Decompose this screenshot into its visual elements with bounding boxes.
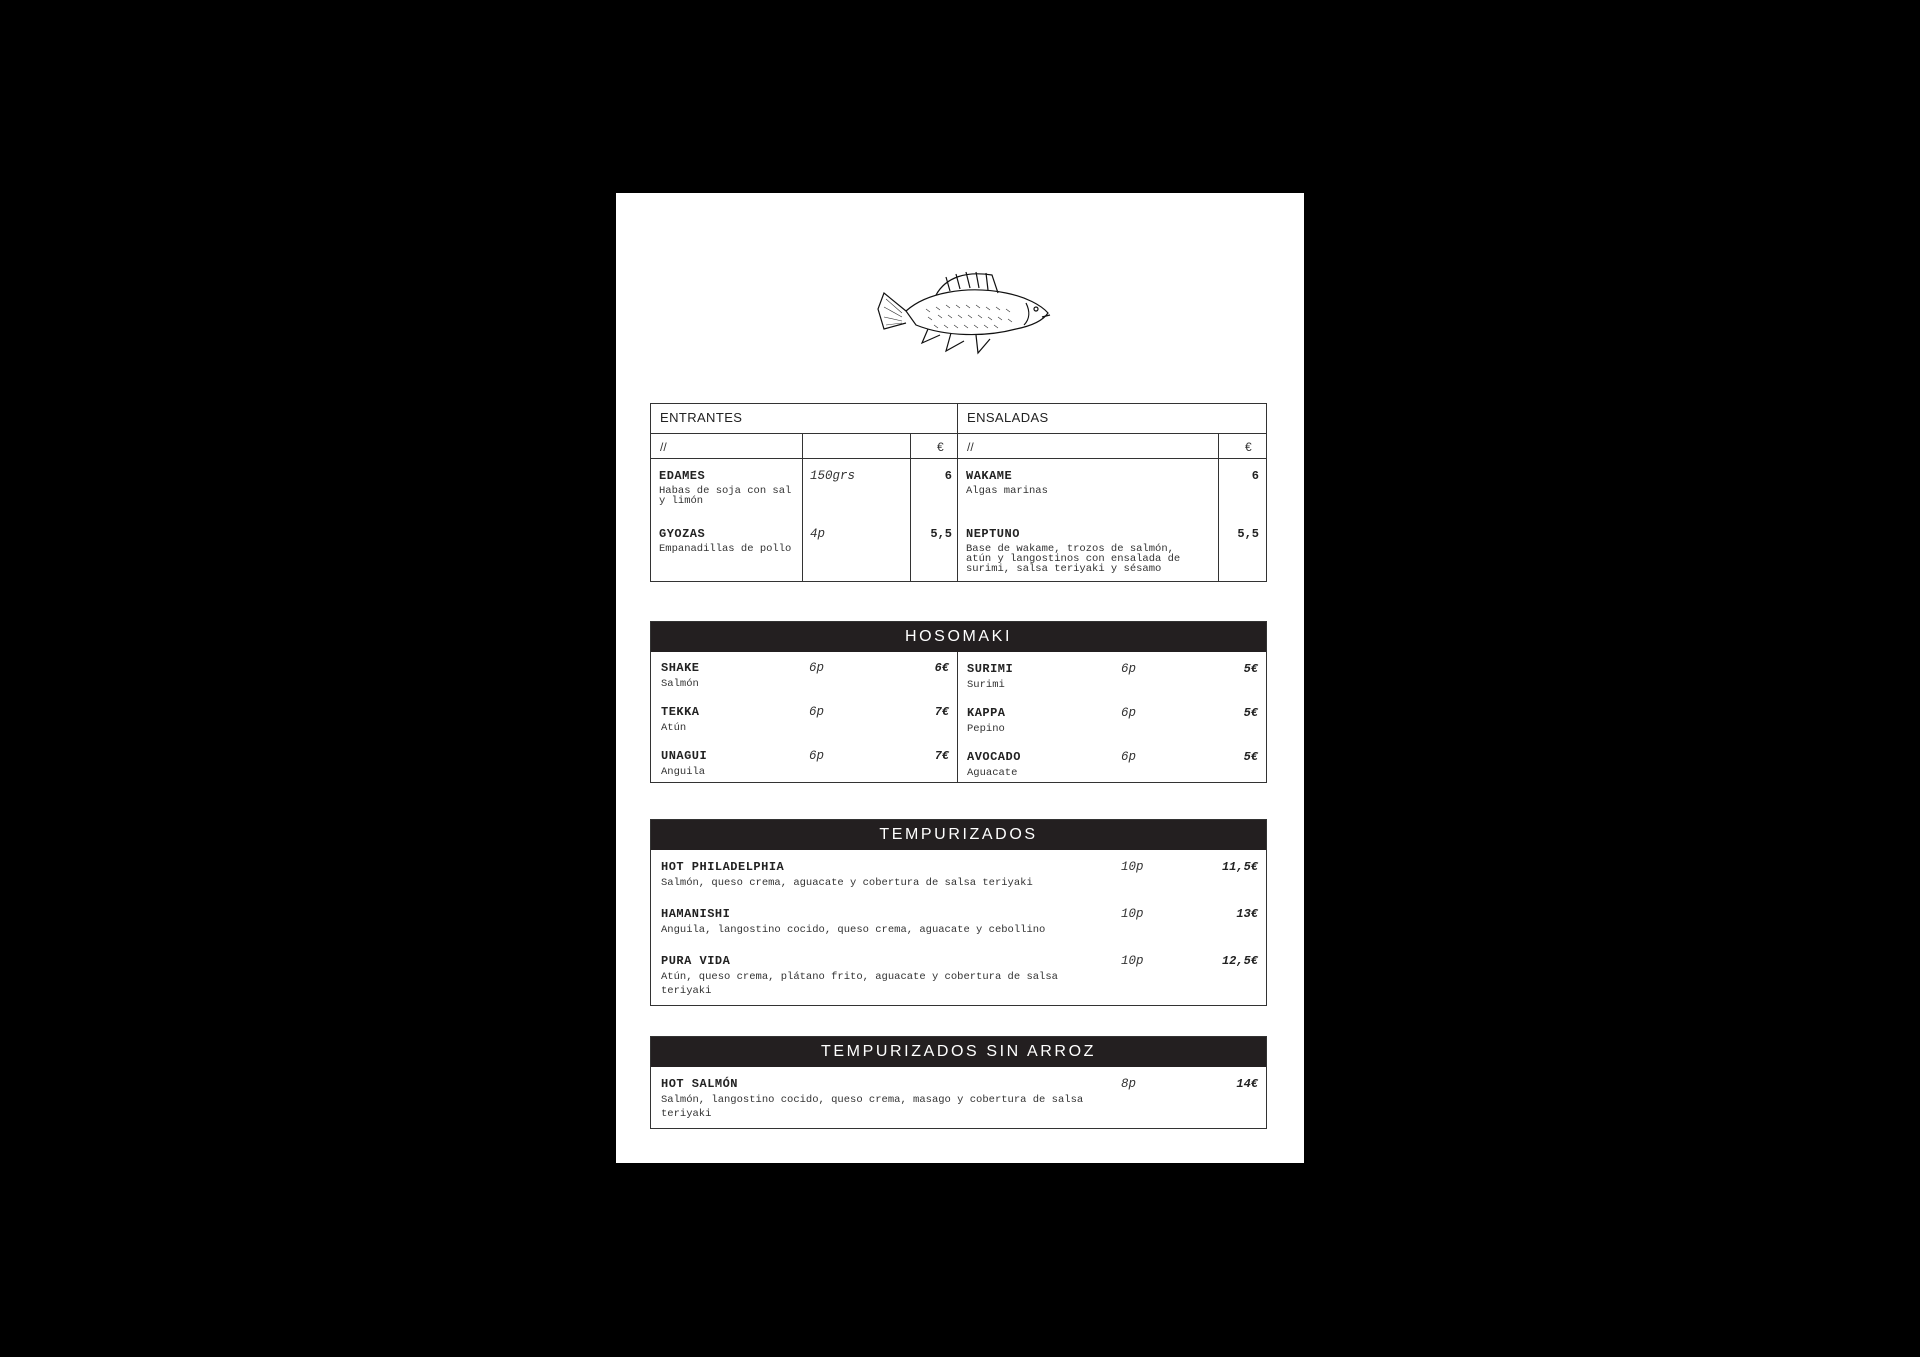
entrantes-title: ENTRANTES (660, 410, 743, 425)
fish-illustration-icon (866, 263, 1056, 363)
item-qty: 6p (809, 661, 825, 675)
item-desc: Anguila, langostino cocido, queso crema, aguacate y cebollino (661, 924, 1046, 936)
item-price: 14€ (1236, 1077, 1258, 1091)
entrantes-col-currency: € (937, 440, 944, 454)
item-qty: 10p (1121, 907, 1144, 921)
item-desc: y limón (659, 495, 704, 507)
item-price: 5€ (1243, 662, 1258, 676)
item-desc: teriyaki (661, 1108, 712, 1120)
item-desc: Empanadillas de pollo (659, 543, 792, 555)
ensaladas-col-divider: // (967, 440, 974, 454)
item-qty: 150grs (810, 469, 856, 483)
item-name: NEPTUNO (966, 527, 1020, 541)
item-qty: 4p (810, 527, 826, 541)
item-desc: Salmón, langostino cocido, queso crema, masago y cobertura de salsa (661, 1094, 1084, 1106)
item-price: 5€ (1243, 706, 1258, 720)
entrantes-col-divider: // (660, 440, 667, 454)
item-price: 7€ (934, 705, 949, 719)
item-price: 5,5 (1237, 527, 1259, 541)
item-desc: Surimi (967, 679, 1005, 691)
item-qty: 10p (1121, 954, 1144, 968)
item-name: PURA VIDA (661, 954, 731, 968)
item-name: GYOZAS (659, 527, 706, 541)
sin-arroz-section (650, 1036, 1267, 1129)
item-price: 12,5€ (1221, 954, 1258, 968)
item-price: 5€ (1243, 750, 1258, 764)
item-name: KAPPA (967, 706, 1006, 720)
item-desc: atún y langostinos con ensalada de (966, 553, 1181, 565)
item-qty: 6p (1121, 706, 1137, 720)
item-price: 11,5€ (1221, 860, 1258, 874)
item-qty: 6p (809, 705, 825, 719)
item-desc: Algas marinas (966, 485, 1048, 497)
item-qty: 8p (1121, 1077, 1137, 1091)
item-price: 6€ (934, 661, 949, 675)
item-price: 5,5 (930, 527, 952, 541)
item-qty: 6p (1121, 662, 1137, 676)
hosomaki-section (650, 621, 1267, 783)
ensaladas-title: ENSALADAS (967, 410, 1049, 425)
item-qty: 6p (809, 749, 825, 763)
sin-arroz-title: TEMPURIZADOS SIN ARROZ (651, 1037, 1266, 1067)
item-desc: Anguila (661, 766, 706, 778)
item-price: 6 (944, 469, 952, 483)
item-name: SURIMI (967, 662, 1014, 676)
item-desc: Salmón, queso crema, aguacate y cobertura de salsa teriyaki (661, 877, 1033, 889)
ensaladas-col-currency: € (1245, 440, 1252, 454)
item-name: HAMANISHI (661, 907, 731, 921)
tempurizados-section (650, 819, 1267, 1006)
item-name: HOT PHILADELPHIA (661, 860, 785, 874)
item-name: EDAMES (659, 469, 706, 483)
item-desc: Pepino (967, 723, 1005, 735)
item-desc: Salmón (661, 678, 699, 690)
item-qty: 10p (1121, 860, 1144, 874)
item-desc: Aguacate (967, 767, 1018, 779)
item-price: 7€ (934, 749, 949, 763)
item-price: 6 (1251, 469, 1259, 483)
item-desc: Base de wakame, trozos de salmón, (966, 543, 1174, 555)
item-name: UNAGUI (661, 749, 708, 763)
item-desc: Habas de soja con sal (659, 485, 792, 497)
item-qty: 6p (1121, 750, 1137, 764)
item-desc: Atún, queso crema, plátano frito, aguacate y cobertura de salsa (661, 971, 1058, 983)
item-name: HOT SALMÓN (661, 1077, 739, 1091)
item-desc: Atún (661, 722, 687, 734)
item-name: SHAKE (661, 661, 700, 675)
item-price: 13€ (1236, 907, 1258, 921)
menu-page (616, 193, 1304, 1163)
item-name: WAKAME (966, 469, 1013, 483)
tempurizados-title: TEMPURIZADOS (651, 820, 1266, 850)
item-name: AVOCADO (967, 750, 1021, 764)
hosomaki-title: HOSOMAKI (651, 622, 1266, 652)
item-name: TEKKA (661, 705, 700, 719)
item-desc: surimi, salsa teriyaki y sésamo (966, 563, 1162, 575)
starters-salads-table (650, 403, 1267, 582)
item-desc: teriyaki (661, 985, 712, 997)
